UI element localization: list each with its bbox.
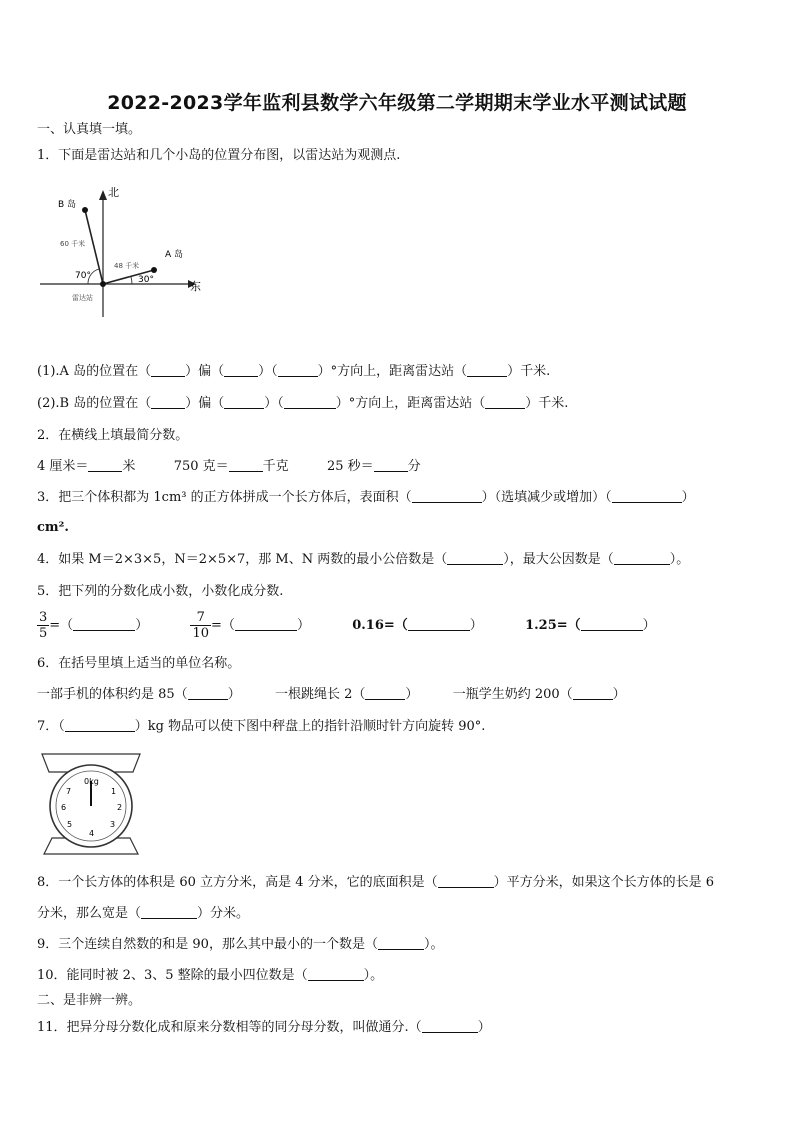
text: =（	[211, 618, 235, 633]
answer-blank[interactable]	[284, 396, 336, 409]
question-1-sub-2	[37, 396, 568, 412]
question-1-sub-1	[37, 364, 550, 380]
text: 11．把异分母分数化成和原来分数相等的同分母分数，叫做通分.（	[37, 1020, 422, 1035]
text: ）	[477, 1020, 491, 1035]
answer-blank[interactable]	[65, 719, 135, 732]
question-8-continued	[37, 906, 249, 922]
question-5: 5．把下列的分数化成小数，小数化成分数.	[37, 584, 284, 599]
answer-blank[interactable]	[224, 396, 264, 409]
text: ）	[227, 687, 241, 702]
north-label: 北	[108, 186, 119, 199]
question-4	[37, 552, 689, 568]
text: 10．能同时被 2、3、5 整除的最小四位数是（	[37, 968, 308, 983]
question-5-items	[37, 610, 656, 641]
numerator: 7	[190, 610, 211, 626]
angle-b-label: 70°	[75, 271, 91, 281]
text: ）	[296, 618, 310, 633]
b-distance-label: 60 千米	[60, 240, 86, 248]
denominator: 5	[39, 626, 48, 641]
text: ）（	[258, 364, 278, 379]
denominator: 10	[192, 626, 210, 641]
text: 9．三个连续自然数的和是 90，那么其中最小的一个数是（	[37, 937, 378, 952]
question-6: 6．在括号里填上适当的单位名称。	[37, 656, 241, 671]
angle-a-arc	[131, 277, 132, 284]
answer-blank[interactable]	[188, 687, 228, 700]
b-island-label: B 岛	[58, 200, 77, 210]
text: 千克	[262, 459, 289, 474]
text: ）。	[363, 968, 384, 983]
answer-blank[interactable]	[151, 396, 185, 409]
east-label: 东	[190, 280, 201, 293]
question-8	[37, 875, 714, 891]
scale-mark-1: 1	[111, 787, 117, 796]
text: 分	[407, 459, 421, 474]
text: ）	[681, 490, 695, 505]
question-7	[37, 719, 485, 735]
radar-diagram	[40, 182, 210, 322]
question-3-unit: cm².	[37, 520, 69, 535]
text: ）（选填减少或增加）（	[481, 490, 612, 505]
question-11	[37, 1020, 491, 1036]
scale-mark-6: 6	[61, 803, 67, 812]
answer-blank[interactable]	[278, 364, 318, 377]
text: 4 厘米＝	[37, 459, 89, 474]
answer-blank[interactable]	[485, 396, 525, 409]
question-2: 2．在横线上填最简分数。	[37, 428, 189, 443]
section-1-heading: 一、认真填一填。	[37, 122, 142, 137]
text: ）	[135, 618, 149, 633]
radar-station-point	[100, 281, 106, 287]
text: ）（	[264, 396, 284, 411]
question-10	[37, 968, 383, 984]
a-distance-label: 48 千米	[114, 262, 140, 270]
answer-blank[interactable]	[573, 687, 613, 700]
text: ）千米.	[507, 364, 551, 379]
text: ）kg 物品可以使下图中秤盘上的指针沿顺时针方向旋转 90°.	[134, 719, 486, 734]
text: 米	[122, 459, 136, 474]
scale-mark-4: 4	[89, 829, 95, 838]
scale-mark-7: 7	[66, 787, 72, 796]
question-6-items	[37, 687, 626, 703]
text: =（	[49, 618, 74, 633]
question-2-items	[37, 459, 421, 475]
text: ）	[642, 618, 656, 633]
answer-blank[interactable]	[467, 364, 507, 377]
text: ）偏（	[185, 396, 225, 411]
text: 4．如果 M＝2×3×5，N＝2×5×7，那 M、N 两数的最小公倍数是（	[37, 552, 448, 567]
answer-blank[interactable]	[581, 618, 643, 631]
text: 一部手机的体积约是 85（	[37, 687, 188, 702]
scale-zero-label: 0kg	[84, 777, 99, 786]
answer-blank[interactable]	[614, 552, 670, 565]
text: 1.25=（	[525, 618, 581, 633]
text: 一瓶学生奶约 200（	[452, 687, 573, 702]
scale-mark-2: 2	[117, 803, 123, 812]
answer-blank[interactable]	[235, 618, 297, 631]
answer-blank[interactable]	[88, 459, 122, 472]
text: ）分米。	[197, 906, 250, 921]
text: 3．把三个体积都为 1cm³ 的正方体拼成一个长方体后，表面积（	[37, 490, 412, 505]
scale-mark-5: 5	[67, 820, 73, 829]
text: 分米，那么宽是（	[37, 906, 142, 921]
answer-blank[interactable]	[374, 459, 408, 472]
text: (1).A 岛的位置在（	[37, 364, 152, 379]
text: ）°方向上，距离雷达站（	[335, 396, 486, 411]
question-9	[37, 937, 443, 953]
text: ）平方分米，如果这个长方体的长是 6	[493, 875, 715, 890]
text: 8．一个长方体的体积是 60 立方分米，高是 4 分米，它的底面积是（	[37, 875, 438, 890]
a-island-label: A 岛	[165, 250, 184, 260]
answer-blank[interactable]	[447, 552, 503, 565]
question-1: 1．下面是雷达站和几个小岛的位置分布图，以雷达站为观测点.	[37, 148, 401, 163]
a-island-point	[151, 267, 157, 273]
answer-blank[interactable]	[408, 618, 470, 631]
answer-blank[interactable]	[438, 875, 494, 888]
text: 0.16=（	[352, 618, 408, 633]
b-island-point	[82, 207, 88, 213]
fraction-7-10	[190, 610, 211, 641]
scale-figure	[38, 748, 144, 858]
text: ）千米.	[525, 396, 569, 411]
section-2-heading: 二、是非辨一辨。	[37, 993, 142, 1008]
answer-blank[interactable]	[365, 687, 405, 700]
north-arrow-icon	[99, 190, 107, 200]
answer-blank[interactable]	[229, 459, 263, 472]
answer-blank[interactable]	[422, 1020, 478, 1033]
fraction-3-5	[37, 610, 49, 641]
answer-blank[interactable]	[612, 490, 682, 503]
question-3	[37, 490, 695, 506]
text: 7．（	[37, 719, 65, 734]
text: ）	[469, 618, 483, 633]
text: ）	[405, 687, 419, 702]
text: ）偏（	[185, 364, 225, 379]
answer-blank[interactable]	[73, 618, 135, 631]
text: 750 克＝	[173, 459, 229, 474]
answer-blank[interactable]	[378, 937, 424, 950]
text: ），最大公因数是（	[503, 552, 614, 567]
angle-a-label: 30°	[138, 275, 154, 285]
radar-station-label: 雷达站	[72, 294, 93, 302]
text: 一根跳绳长 2（	[274, 687, 366, 702]
text: (2).B 岛的位置在（	[37, 396, 152, 411]
answer-blank[interactable]	[412, 490, 482, 503]
text: ）	[612, 687, 626, 702]
text: 25 秒＝	[326, 459, 374, 474]
scale-mark-3: 3	[110, 820, 116, 829]
answer-blank[interactable]	[308, 968, 364, 981]
answer-blank[interactable]	[141, 906, 197, 919]
numerator: 3	[39, 610, 48, 625]
page-title: 2022-2023学年监利县数学六年级第二学期期末学业水平测试试题	[107, 92, 687, 114]
answer-blank[interactable]	[224, 364, 258, 377]
answer-blank[interactable]	[151, 364, 185, 377]
text: ）。	[423, 937, 444, 952]
text: ）°方向上，距离雷达站（	[317, 364, 468, 379]
text: ）。	[669, 552, 690, 567]
